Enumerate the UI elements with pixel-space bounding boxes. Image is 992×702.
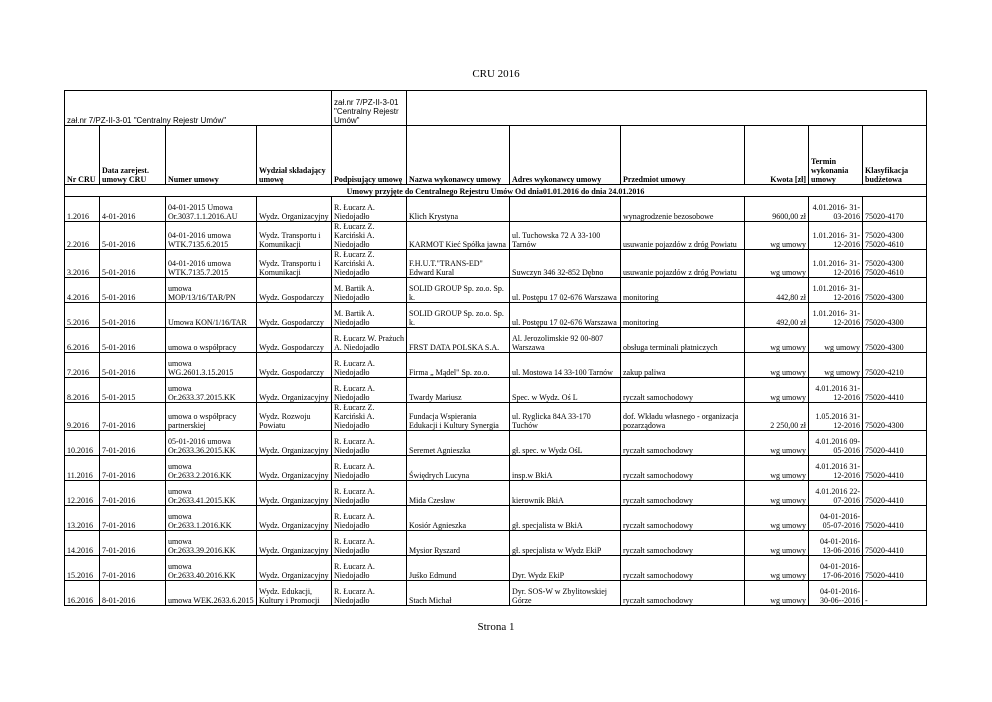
cell-podpisujacy: R. Łucarz A. Niedojadło [332, 197, 407, 222]
cell-termin: 04-01-2016- 13-06-2016 [809, 531, 863, 556]
cell-kwota: wg umowy [745, 456, 809, 481]
cell-nazwa: Klich Krystyna [407, 197, 510, 222]
cell-termin: 1.01.2016- 31-12-2016 [809, 250, 863, 278]
cell-podpisujacy: R. Łucarz A. Niedojadło [332, 531, 407, 556]
cell-podpisujacy: R. Łucarz A. Niedojadło [332, 481, 407, 506]
cell-wydzial: Wydz. Organizacyjny [257, 556, 332, 581]
cell-przedmiot: ryczałt samochodowy [621, 506, 745, 531]
cell-nazwa: SOLID GROUP Sp. zo.o. Sp. k. [407, 303, 510, 328]
cell-adres: gł. spec. w Wydz OśL [510, 431, 621, 456]
cell-numer: 05-01-2016 umowa Or.2633.36.2015.KK [166, 431, 257, 456]
cell-data: 8-01-2016 [100, 581, 166, 606]
cell-nr: 9.2016 [65, 403, 100, 431]
cell-kwota: wg umowy [745, 353, 809, 378]
cell-nazwa: Mida Czesław [407, 481, 510, 506]
cell-numer: 04-01-2016 umowa WTK.7135.7.2015 [166, 250, 257, 278]
cell-klasyfikacja: 75020-4300 [863, 403, 927, 431]
cell-termin: 4.01.2016 31-12-2016 [809, 378, 863, 403]
cell-wydzial: Wydz. Organizacyjny [257, 197, 332, 222]
table-row [65, 531, 927, 556]
cell-numer: 04-01-2015 Umowa Or.3037.1.1.2016.AU [166, 197, 257, 222]
table-row [65, 328, 927, 353]
cell-termin: 4.01.2016 09-05-2016 [809, 431, 863, 456]
cell-data: 5-01-2016 [100, 303, 166, 328]
cell-adres: ul. Mostowa 14 33-100 Tarnów [510, 353, 621, 378]
cell-termin: 04-01-2016- 05-07-2016 [809, 506, 863, 531]
cell-przedmiot: usuwanie pojazdów z dróg Powiatu [621, 250, 745, 278]
table-row [65, 303, 927, 328]
header-przedmiot: Przedmiot umowy [621, 126, 745, 185]
cell-numer: umowa o współpracy [166, 328, 257, 353]
annotation-left: zał.nr 7/PZ-II-3-01 "Centralny Rejestr Umów" [65, 91, 332, 126]
cell-przedmiot: dof. Wkładu własnego - organizacja pozarządowa [621, 403, 745, 431]
cell-nazwa: F.H.U.T."TRANS-ED" Edward Kural [407, 250, 510, 278]
table-row [65, 197, 927, 222]
cell-kwota: wg umowy [745, 531, 809, 556]
cell-numer: umowa Or.2633.40.2016.KK [166, 556, 257, 581]
cell-numer: umowa o współpracy partnerskiej [166, 403, 257, 431]
cell-nazwa: Świędrych Lucyna [407, 456, 510, 481]
cell-data: 5-01-2016 [100, 222, 166, 250]
cell-nr: 12.2016 [65, 481, 100, 506]
cell-wydzial: Wydz. Organizacyjny [257, 506, 332, 531]
cell-kwota: 442,80 zł [745, 278, 809, 303]
cell-nr: 13.2016 [65, 506, 100, 531]
cell-nr: 10.2016 [65, 431, 100, 456]
cell-data: 5-01-2016 [100, 353, 166, 378]
cell-klasyfikacja: - [863, 581, 927, 606]
cell-wydzial: Wydz. Transportu i Komunikacji [257, 222, 332, 250]
table-row [65, 456, 927, 481]
cell-nr: 1.2016 [65, 197, 100, 222]
cell-numer: umowa Or.2633.41.2015.KK [166, 481, 257, 506]
cell-wydzial: Wydz. Organizacyjny [257, 481, 332, 506]
cell-przedmiot: zakup paliwa [621, 353, 745, 378]
cell-nr: 4.2016 [65, 278, 100, 303]
header-data: Data zarejest. umowy CRU [100, 126, 166, 185]
page-title: CRU 2016 [472, 68, 520, 80]
cell-podpisujacy: R. Łucarz A. Niedojadło [332, 456, 407, 481]
cell-klasyfikacja: 75020-4300 [863, 303, 927, 328]
cell-podpisujacy: R. Łucarz A. Niedojadło [332, 581, 407, 606]
cell-klasyfikacja: 75020-4410 [863, 506, 927, 531]
section-title: Umowy przyjęte do Centralnego Rejestru Umów Od dnia01.01.2016 do dnia 24.01.2016 [65, 185, 927, 197]
cell-data: 5-01-2016 [100, 328, 166, 353]
cell-adres: gł. specjalista w Wydz EkiP [510, 531, 621, 556]
cell-nr: 16.2016 [65, 581, 100, 606]
cell-klasyfikacja: 75020-4300 75020-4610 [863, 222, 927, 250]
cell-klasyfikacja: 75020-4300 75020-4610 [863, 250, 927, 278]
cell-nazwa: Firma „ Mądel" Sp. zo.o. [407, 353, 510, 378]
cell-adres: ul. Tuchowska 72 A 33-100 Tarnów [510, 222, 621, 250]
cell-data: 7-01-2016 [100, 481, 166, 506]
cell-przedmiot: ryczałt samochodowy [621, 456, 745, 481]
cell-data: 5-01-2015 [100, 378, 166, 403]
cell-kwota: wg umowy [745, 222, 809, 250]
annotation-row [65, 91, 927, 126]
table-row [65, 378, 927, 403]
table-row [65, 431, 927, 456]
cell-nazwa: Seremet Agnieszka [407, 431, 510, 456]
table-row [65, 222, 927, 250]
cell-termin: wg umowy [809, 353, 863, 378]
cell-data: 7-01-2016 [100, 506, 166, 531]
page-footer: Strona 1 [477, 621, 515, 633]
cell-nr: 15.2016 [65, 556, 100, 581]
table-row [65, 506, 927, 531]
table-row [65, 278, 927, 303]
cell-podpisujacy: R. Łucarz A. Niedojadło [332, 431, 407, 456]
cell-adres: Suwczyn 346 32-852 Dębno [510, 250, 621, 278]
cell-klasyfikacja: 75020-4170 [863, 197, 927, 222]
cell-data: 5-01-2016 [100, 278, 166, 303]
cell-data: 7-01-2016 [100, 456, 166, 481]
cell-nazwa: Fundacja Wspierania Edukacji i Kultury Synergia [407, 403, 510, 431]
cell-przedmiot: ryczałt samochodowy [621, 481, 745, 506]
cell-nr: 3.2016 [65, 250, 100, 278]
cell-nr: 8.2016 [65, 378, 100, 403]
cell-termin: 04-01-2016- 17-06-2016 [809, 556, 863, 581]
cell-przedmiot: monitoring [621, 303, 745, 328]
header-termin: Termin wykonania umowy [809, 126, 863, 185]
cell-nr: 2.2016 [65, 222, 100, 250]
cell-podpisujacy: R. Łucarz W. Prażuch A. Niedojadło [332, 328, 407, 353]
cell-adres: Al. Jerozolimskie 92 00-807 Warszawa [510, 328, 621, 353]
cell-kwota: wg umowy [745, 481, 809, 506]
cell-podpisujacy: M. Bartik A. Niedojadło [332, 278, 407, 303]
cell-przedmiot: ryczałt samochodowy [621, 431, 745, 456]
cell-klasyfikacja: 75020-4410 [863, 531, 927, 556]
cell-termin: 4.01.2016 31-12-2016 [809, 456, 863, 481]
cell-wydzial: Wydz. Organizacyjny [257, 431, 332, 456]
cell-termin: 04-01-2016- 30-06--2016 [809, 581, 863, 606]
cell-podpisujacy: R. Łucarz Z. Karciński A. Niedojadło [332, 403, 407, 431]
cell-numer: umowa Or.2633.1.2016.KK [166, 506, 257, 531]
cell-data: 7-01-2016 [100, 431, 166, 456]
cell-podpisujacy: R. Łucarz A. Niedojadło [332, 353, 407, 378]
cell-wydzial: Wydz. Gospodarczy [257, 278, 332, 303]
cell-nazwa: SOLID GROUP Sp. zo.o. Sp. k. [407, 278, 510, 303]
cell-przedmiot: ryczałt samochodowy [621, 531, 745, 556]
header-klasyfikacja: Klasyfikacja budżetowa [863, 126, 927, 185]
cell-nr: 7.2016 [65, 353, 100, 378]
cell-wydzial: Wydz. Organizacyjny [257, 378, 332, 403]
table-row [65, 581, 927, 606]
cell-termin: 1.01.2016- 31-12-2016 [809, 303, 863, 328]
cell-przedmiot: usuwanie pojazdów z dróg Powiatu [621, 222, 745, 250]
cell-data: 7-01-2016 [100, 556, 166, 581]
cell-adres: Dyr. SOS-W w Zbylitowskiej Górze [510, 581, 621, 606]
table-row [65, 403, 927, 431]
cell-wydzial: Wydz. Edukacji, Kultury i Promocji [257, 581, 332, 606]
cell-wydzial: Wydz. Organizacyjny [257, 531, 332, 556]
cell-adres [510, 197, 621, 222]
cell-data: 4-01-2016 [100, 197, 166, 222]
cell-nr: 11.2016 [65, 456, 100, 481]
cell-podpisujacy: R. Łucarz A. Niedojadło [332, 556, 407, 581]
cell-wydzial: Wydz. Gospodarczy [257, 328, 332, 353]
cell-klasyfikacja: 75020-4300 [863, 278, 927, 303]
annotation-right: zał.nr 7/PZ-II-3-01 "Centralny Rejestr Umów" [332, 91, 407, 126]
cell-wydzial: Wydz. Gospodarczy [257, 353, 332, 378]
cell-adres: kierownik BkiA [510, 481, 621, 506]
cell-nazwa: Juśko Edmund [407, 556, 510, 581]
cell-podpisujacy: R. Łucarz A. Niedojadło [332, 378, 407, 403]
header-nazwa: Nazwa wykonawcy umowy [407, 126, 510, 185]
cell-nr: 5.2016 [65, 303, 100, 328]
cell-przedmiot: ryczałt samochodowy [621, 556, 745, 581]
cell-data: 7-01-2016 [100, 531, 166, 556]
cell-numer: Umowa KON/1/16/TAR [166, 303, 257, 328]
cell-klasyfikacja: 75020-4210 [863, 353, 927, 378]
cell-data: 7-01-2016 [100, 403, 166, 431]
table-row [65, 481, 927, 506]
header-row [65, 126, 927, 185]
cell-wydzial: Wydz. Organizacyjny [257, 456, 332, 481]
table-row [65, 250, 927, 278]
cell-kwota: wg umowy [745, 328, 809, 353]
cell-adres: ul. Postępu 17 02-676 Warszawa [510, 303, 621, 328]
contract-register-table [64, 90, 927, 606]
cell-podpisujacy: R. Łucarz Z. Karciński A. Niedojadło [332, 222, 407, 250]
header-wydzial: Wydział składający umowę [257, 126, 332, 185]
cell-termin: wg umowy [809, 328, 863, 353]
cell-przedmiot: wynagrodzenie bezosobowe [621, 197, 745, 222]
cell-nazwa: Twardy Mariusz [407, 378, 510, 403]
cell-data: 5-01-2016 [100, 250, 166, 278]
cell-numer: umowa MOP/13/16/TAR/PN [166, 278, 257, 303]
cell-przedmiot: ryczałt samochodowy [621, 378, 745, 403]
cell-numer: umowa Or.2633.2.2016.KK [166, 456, 257, 481]
cell-adres: ul. Ryglicka 84A 33-170 Tuchów [510, 403, 621, 431]
cell-klasyfikacja: 75020-4410 [863, 481, 927, 506]
cell-nazwa: Stach Michał [407, 581, 510, 606]
cell-klasyfikacja: 75020-4410 [863, 378, 927, 403]
cell-nazwa: KARMOT Kieć Spółka jawna [407, 222, 510, 250]
cell-kwota: wg umowy [745, 581, 809, 606]
cell-kwota: 9600,00 zł [745, 197, 809, 222]
cell-termin: 1.05.2016 31-12-2016 [809, 403, 863, 431]
cell-klasyfikacja: 75020-4410 [863, 456, 927, 481]
cell-termin: 4.01.2016 22-07-2016 [809, 481, 863, 506]
cell-kwota: 2 250,00 zł [745, 403, 809, 431]
cell-klasyfikacja: 75020-4410 [863, 556, 927, 581]
cell-termin: 1.01.2016- 31-12-2016 [809, 222, 863, 250]
cell-adres: Spec. w Wydz. Oś L [510, 378, 621, 403]
cell-kwota: wg umowy [745, 431, 809, 456]
cell-przedmiot: obsługa terminali płatniczych [621, 328, 745, 353]
header-podpisujacy: Podpisujący umowę [332, 126, 407, 185]
cell-numer: umowa WEK.2633.6.2015 [166, 581, 257, 606]
cell-wydzial: Wydz. Transportu i Komunikacji [257, 250, 332, 278]
cell-przedmiot: monitoring [621, 278, 745, 303]
header-nr: Nr CRU [65, 126, 100, 185]
cell-kwota: wg umowy [745, 556, 809, 581]
cell-kwota: 492,00 zł [745, 303, 809, 328]
cell-kwota: wg umowy [745, 250, 809, 278]
cell-termin: 4.01.2016- 31-03-2016 [809, 197, 863, 222]
cell-podpisujacy: R. Łucarz A. Niedojadło [332, 506, 407, 531]
cell-adres: gł. specjalista w BkiA [510, 506, 621, 531]
cell-klasyfikacja: 75020-4410 [863, 431, 927, 456]
cell-adres: Dyr. Wydz EkiP [510, 556, 621, 581]
cell-podpisujacy: M. Bartik A. Niedojadło [332, 303, 407, 328]
cell-kwota: wg umowy [745, 506, 809, 531]
cell-wydzial: Wydz. Gospodarczy [257, 303, 332, 328]
cell-numer: umowa WG.2601.3.15.2015 [166, 353, 257, 378]
cell-numer: umowa Or.2633.39.2016.KK [166, 531, 257, 556]
header-adres: Adres wykonawcy umowy [510, 126, 621, 185]
cell-termin: 1.01.2016- 31-12-2016 [809, 278, 863, 303]
cell-nr: 6.2016 [65, 328, 100, 353]
cell-nazwa: FRST DATA POLSKA S.A. [407, 328, 510, 353]
cell-przedmiot: ryczałt samochodowy [621, 581, 745, 606]
cell-wydzial: Wydz. Rozwoju Powiatu [257, 403, 332, 431]
table-row [65, 556, 927, 581]
cell-klasyfikacja: 75020-4300 [863, 328, 927, 353]
cell-nazwa: Mysior Ryszard [407, 531, 510, 556]
cell-adres: insp.w BkiA [510, 456, 621, 481]
table-row [65, 353, 927, 378]
cell-nazwa: Kosiór Agnieszka [407, 506, 510, 531]
cell-numer: umowa Or.2633.37.2015.KK [166, 378, 257, 403]
cell-podpisujacy: R. Łucarz Z. Karciński A. Niedojadło [332, 250, 407, 278]
header-numer: Numer umowy [166, 126, 257, 185]
header-kwota: Kwota [zł] [745, 126, 809, 185]
cell-kwota: wg umowy [745, 378, 809, 403]
section-row [65, 185, 927, 197]
cell-adres: ul. Postępu 17 02-676 Warszawa [510, 278, 621, 303]
cell-nr: 14.2016 [65, 531, 100, 556]
cell-numer: 04-01-2016 umowa WTK.7135.6.2015 [166, 222, 257, 250]
